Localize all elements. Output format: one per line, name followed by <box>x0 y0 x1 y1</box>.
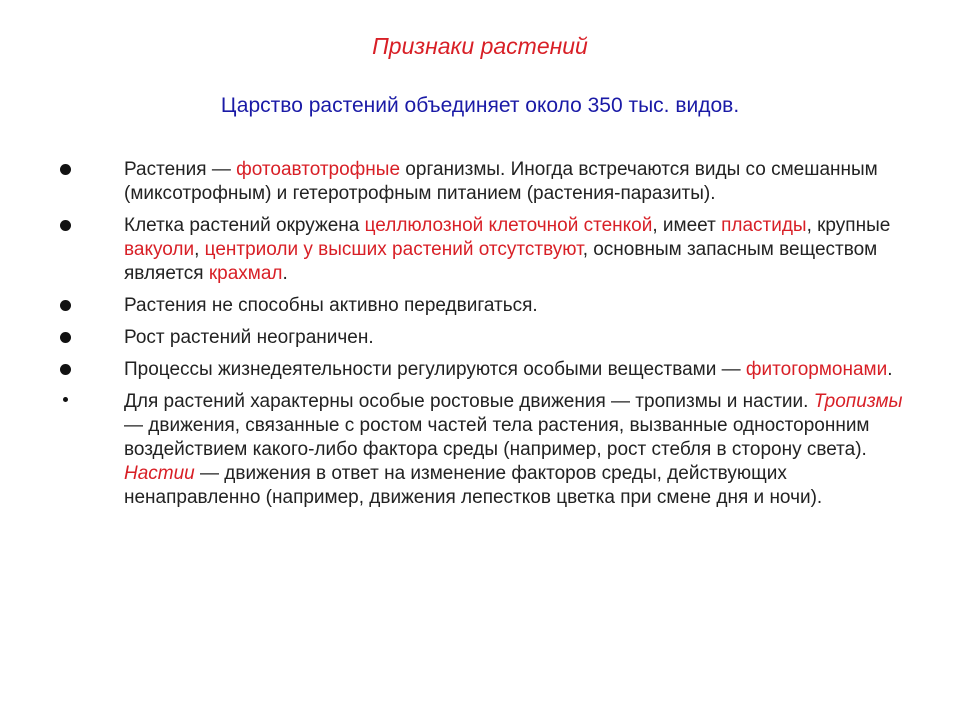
bullet-icon <box>63 397 68 402</box>
highlight-term: центриоли у высших растений отсутствуют <box>204 239 583 260</box>
item-text: Процессы жизнедеятельности регулируются особыми веществами — <box>124 359 746 380</box>
item-text: , имеет <box>652 215 722 236</box>
item-text: организмы. Иногда встречаются виды со смешанным (миксотрофным) и гетеротрофным питанием (растения-паразиты). <box>124 159 878 204</box>
item-text: . <box>887 359 893 380</box>
slide-title: Признаки растений <box>372 33 588 59</box>
list-item <box>56 214 916 286</box>
item-text: Для растений характерны особые ростовые движения — тропизмы и настии. <box>124 391 814 412</box>
list-item <box>56 158 916 206</box>
item-text: , <box>194 239 205 260</box>
list-item <box>56 326 916 350</box>
bullet-icon <box>60 220 71 231</box>
item-text: — движения, связанные с ростом частей тела растения, вызванные односторонним воздействием какого-либо фактора среды (например, рост стебля в сторону света). <box>124 415 870 460</box>
bullet-icon <box>60 332 71 343</box>
item-text: Клетка растений окружена <box>124 215 365 236</box>
slide-subtitle: Царство растений объединяет около 350 тыс. видов. <box>220 94 740 117</box>
bullet-icon <box>60 364 71 375</box>
item-text: Растения не способны активно передвигаться. <box>124 295 538 316</box>
highlight-term: фитогормонами <box>745 359 888 380</box>
item-text: Растения — <box>124 159 237 180</box>
bullet-icon <box>60 300 71 311</box>
item-text: Рост растений неограничен. <box>124 327 374 348</box>
highlight-term: крахмал <box>208 263 283 284</box>
list-item <box>56 390 916 510</box>
highlight-term: вакуоли <box>124 239 195 260</box>
highlight-term: Тропизмы <box>813 391 903 412</box>
item-text: , крупные <box>806 215 891 236</box>
bullet-icon <box>60 164 71 175</box>
highlight-term: фотоавтотрофные <box>236 159 401 180</box>
list-item <box>56 358 916 382</box>
item-text: — движения в ответ на изменение факторов среды, действующих ненаправленно (например, движения лепестков цветка при смене дня и ночи). <box>124 463 823 508</box>
list-item <box>56 294 916 318</box>
item-text: . <box>282 263 288 284</box>
features-list <box>56 158 916 518</box>
highlight-term: Настии <box>124 463 195 484</box>
highlight-term: целлюлозной клеточной стенкой <box>364 215 653 236</box>
item-text: , основным запасным веществом является <box>124 239 878 284</box>
highlight-term: пластиды <box>721 215 807 236</box>
